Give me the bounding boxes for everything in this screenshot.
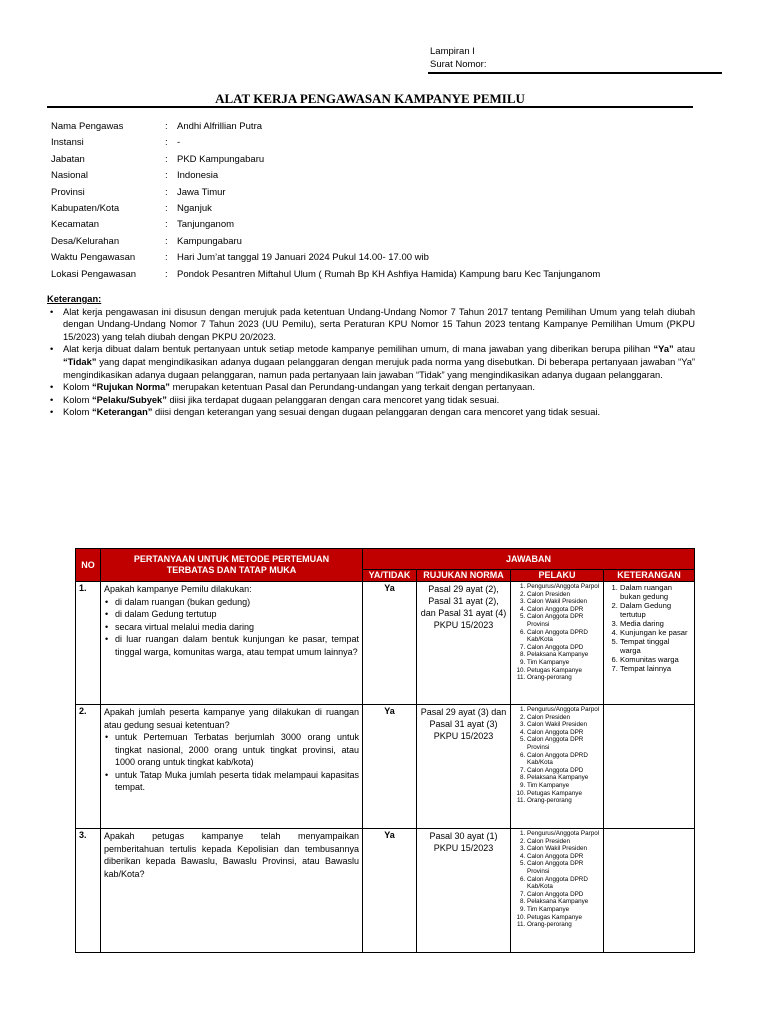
pelaku-item: 10. Petugas Kampanye [527,667,600,675]
info-value: Hari Jum’at tanggal 19 Januari 2024 Pukul 14.00- 17.00 wib [177,252,429,264]
keterangan-text: Kolom [63,394,90,405]
pelaku-item: 8. Pelaksana Kampanye [527,774,600,782]
keterangan-item [63,394,695,407]
keterangan-item [63,381,695,394]
pelaku-item: 1. Pengurus/Anggota Parpol [527,583,600,591]
question-bullet: • di luar ruangan dalam bentuk kunjungan ke pasar, tempat tinggal warga, komunitas warga, atau tempat umum lainnya? [115,633,359,658]
pelaku-item: 8. Pelaksana Kampanye [527,651,600,659]
question-text: Apakah jumlah peserta kampanye yang dilakukan di ruangan atau gedung sesuai ketentuan? [104,707,359,730]
header-no: NO [76,549,101,582]
pelaku-item: 6. Calon Anggota DPRD Kab/Kota [527,876,600,891]
pengawasan-table [75,548,695,953]
info-colon: : [165,268,168,280]
header-pelaku: PELAKU [511,570,604,582]
info-value: - [177,137,181,149]
keterangan-item: 7. Tempat lainnya [620,664,691,673]
keterangan-text: Alat kerja pengawasan ini disusun dengan merujuk pada ketentuan Undang-Undang Nomor 7 Tahun 2017 tentang Pemilihan Umum yang telah diubah dengan Undang-Undang Nomor 7 Tahun 2023 (UU Pemilu), serta Peraturan KPU Nomor 15 Tahun 2023 tentang Kampanye Pemilihan Umum (PKPU 15/2023) yang telah diubah dengan PKPU 20/2023. [63,306,695,342]
lampiran-block [430,45,487,71]
info-label: Waktu Pengawasan [51,252,136,264]
info-label: Kecamatan [51,219,100,231]
header-jawaban: JAWABAN [363,549,695,570]
keterangan-text: yang dapat mengindikasikan adanya dugaan pelanggaran dengan merujuk pada norma yang disebutkan. Di beberapa pertanyaan jawaban “Ya” mengindikasikan adanya dugaan pelanggaran, namun pada pertanyaan lain jawaban “Tidak” yang mengindikasikan adanya dugaan pelanggaran. [63,356,695,380]
keterangan-item: 6. Komunitas warga [620,655,691,664]
info-label: Lokasi Pengawasan [51,268,137,280]
keterangan-item [63,406,695,419]
pelaku-item: 10. Petugas Kampanye [527,914,600,922]
row-number: 2. [76,705,101,829]
pelaku-item: 4. Calon Anggota DPR [527,853,600,861]
info-colon: : [165,153,168,165]
info-colon: : [165,137,168,149]
pelaku-item: 2. Calon Presiden [527,838,600,846]
keterangan-cell [604,829,695,953]
info-value: Kampungabaru [177,235,242,247]
question-bullet: • secara virtual melalui media daring [115,621,359,634]
header-pertanyaan: PERTANYAAN UNTUK METODE PERTEMUAN TERBATAS DAN TATAP MUKA [101,549,363,582]
info-value: PKD Kampungabaru [177,153,265,165]
info-value: Jawa Timur [177,186,226,198]
header-keterangan: KETERANGAN [604,570,695,582]
info-value: Andhi Alfrillian Putra [177,121,263,132]
info-label: Nama Pengawas [51,121,124,132]
info-label: Nasional [51,170,88,182]
document-title: ALAT KERJA PENGAWASAN KAMPANYE PEMILU [215,91,525,106]
info-label: Kabupaten/Kota [51,202,120,214]
keterangan-list [607,583,691,673]
pelaku-item: 4. Calon Anggota DPR [527,729,600,737]
info-colon: : [165,186,168,198]
pelaku-item: 6. Calon Anggota DPRD Kab/Kota [527,629,600,644]
keterangan-text: Kolom [63,407,90,418]
pelaku-item: 9. Tim Kampanye [527,659,600,667]
surat-nomor-label: Surat Nomor: [430,59,487,70]
row-number: 3. [76,829,101,953]
pelaku-item: 11. Orang-perorang [527,674,600,682]
keterangan-item: 3. Media daring [620,619,691,628]
pelaku-item: 4. Calon Anggota DPR [527,606,600,614]
keterangan-bold: “Pelaku/Subyek” [91,394,167,405]
table-body [76,582,695,953]
pelaku-list [514,830,600,929]
question-cell [101,829,363,953]
info-label: Desa/Kelurahan [51,235,120,247]
pelaku-item: 1. Pengurus/Anggota Parpol [527,706,600,714]
pelaku-cell [511,582,604,705]
keterangan-bold: “Rujukan Norma” [91,382,170,393]
pelaku-item: 7. Calon Anggota DPD [527,644,600,652]
keterangan-cell [604,705,695,829]
info-colon: : [165,202,168,214]
keterangan-heading: Keterangan: [47,294,102,304]
lampiran-label: Lampiran I [430,46,475,57]
pelaku-cell [511,829,604,953]
keterangan-cell [604,582,695,705]
keterangan-item: 5. Tempat tinggal warga [620,637,691,655]
info-value: Indonesia [177,170,219,182]
question-text: Apakah kampanye Pemilu dilakukan: [104,584,252,594]
pelaku-list [514,583,600,682]
rujukan-norma-cell: Pasal 30 ayat (1) PKPU 15/2023 [417,829,511,953]
keterangan-item: 2. Dalam Gedung tertutup [620,601,691,619]
keterangan-text: diisi jika terdapat dugaan pelanggaran dengan cara mencoret yang tidak sesuai. [169,394,500,405]
info-label: Provinsi [51,186,85,198]
table-row [76,829,695,953]
pelaku-item: 5. Calon Anggota DPR Provinsi [527,613,600,628]
answer-cell: Ya [363,829,417,953]
question-bullet: • di dalam ruangan (bukan gedung) [115,596,359,609]
pelaku-item: 5. Calon Anggota DPR Provinsi [527,860,600,875]
question-bullet: • di dalam Gedung tertutup [115,608,359,621]
info-value: Tanjunganom [177,219,235,231]
pelaku-item: 1. Pengurus/Anggota Parpol [527,830,600,838]
pelaku-item: 3. Calon Wakil Presiden [527,845,600,853]
info-value: Nganjuk [177,202,212,214]
question-bullet: • untuk Tatap Muka jumlah peserta tidak melampaui kapasitas tempat. [115,769,359,794]
pelaku-item: 2. Calon Presiden [527,591,600,599]
keterangan-item: 1. Dalam ruangan bukan gedung [620,583,691,601]
keterangan-item [63,343,695,381]
keterangan-text: merupakan ketentuan Pasal dan Perundang-undangan yang terkait dengan pertanyaan. [172,382,535,393]
info-colon: : [165,170,168,182]
pelaku-cell [511,705,604,829]
pelaku-list [514,706,600,805]
question-bullets [104,731,359,794]
question-bullet: • untuk Pertemuan Terbatas berjumlah 3000 orang untuk tingkat nasional, 2000 orang untuk tingkat provinsi, atau 1000 orang untuk tingkat kab/kota) [115,731,359,769]
pelaku-item: 10. Petugas Kampanye [527,790,600,798]
pelaku-item: 3. Calon Wakil Presiden [527,598,600,606]
pelaku-item: 6. Calon Anggota DPRD Kab/Kota [527,752,600,767]
pelaku-item: 7. Calon Anggota DPD [527,891,600,899]
keterangan-text: diisi dengan keterangan yang sesuai dengan dugaan pelanggaran dengan cara mencoret yang tidak sesuai. [155,407,601,418]
info-label: Jabatan [51,153,85,165]
answer-cell: Ya [363,705,417,829]
pelaku-item: 11. Orang-perorang [527,921,600,929]
keterangan-list [47,306,695,419]
info-colon: : [165,219,168,231]
question-cell [101,582,363,705]
pelaku-item: 3. Calon Wakil Presiden [527,721,600,729]
keterangan-bold: “Tidak” [63,356,97,367]
answer-cell: Ya [363,582,417,705]
info-value: Pondok Pesantren Miftahul Ulum ( Rumah Bp KH Ashfiya Hamida) Kampung baru Kec Tanjunganom [177,268,601,280]
pelaku-item: 2. Calon Presiden [527,714,600,722]
keterangan-item: 4. Kunjungan ke pasar [620,628,691,637]
info-colon: : [165,235,168,247]
pelaku-item: 7. Calon Anggota DPD [527,767,600,775]
keterangan-item [63,306,695,344]
keterangan-text: atau [676,344,695,355]
pelaku-item: 11. Orang-perorang [527,797,600,805]
info-label: Instansi [51,137,84,149]
table-row [76,582,695,705]
info-colon: : [165,121,168,132]
row-number: 1. [76,582,101,705]
keterangan-section [47,293,695,419]
keterangan-bold: “Keterangan” [91,407,153,418]
pelaku-item: 5. Calon Anggota DPR Provinsi [527,736,600,751]
question-text: Apakah petugas kampanye telah menyampaikan pemberitahuan tertulis kepada Kepolisian dan tembusannya diberikan kepada Bawaslu, Bawaslu Provinsi, atau Bawaslu kab/Kota? [104,831,359,879]
question-bullets [104,596,359,659]
pelaku-item: 8. Pelaksana Kampanye [527,898,600,906]
pelaku-item: 9. Tim Kampanye [527,906,600,914]
keterangan-bold: “Ya” [653,344,674,355]
header-rujukan-norma: RUJUKAN NORMA [417,570,511,582]
rujukan-norma-cell: Pasal 29 ayat (3) dan Pasal 31 ayat (3) PKPU 15/2023 [417,705,511,829]
info-colon: : [165,252,168,264]
question-cell [101,705,363,829]
keterangan-text: Kolom [63,382,90,393]
table-row [76,705,695,829]
rujukan-norma-cell: Pasal 29 ayat (2), Pasal 31 ayat (2), dan Pasal 31 ayat (4) PKPU 15/2023 [417,582,511,705]
title-underline [47,106,693,108]
surat-nomor-rule [428,72,722,74]
header-ya-tidak: YA/TIDAK [363,570,417,582]
pelaku-item: 9. Tim Kampanye [527,782,600,790]
keterangan-text: Alat kerja dibuat dalam bentuk pertanyaan untuk setiap metode kampanye pemilihan umum, di mana jawaban yang diberikan berupa pilihan [63,344,651,355]
